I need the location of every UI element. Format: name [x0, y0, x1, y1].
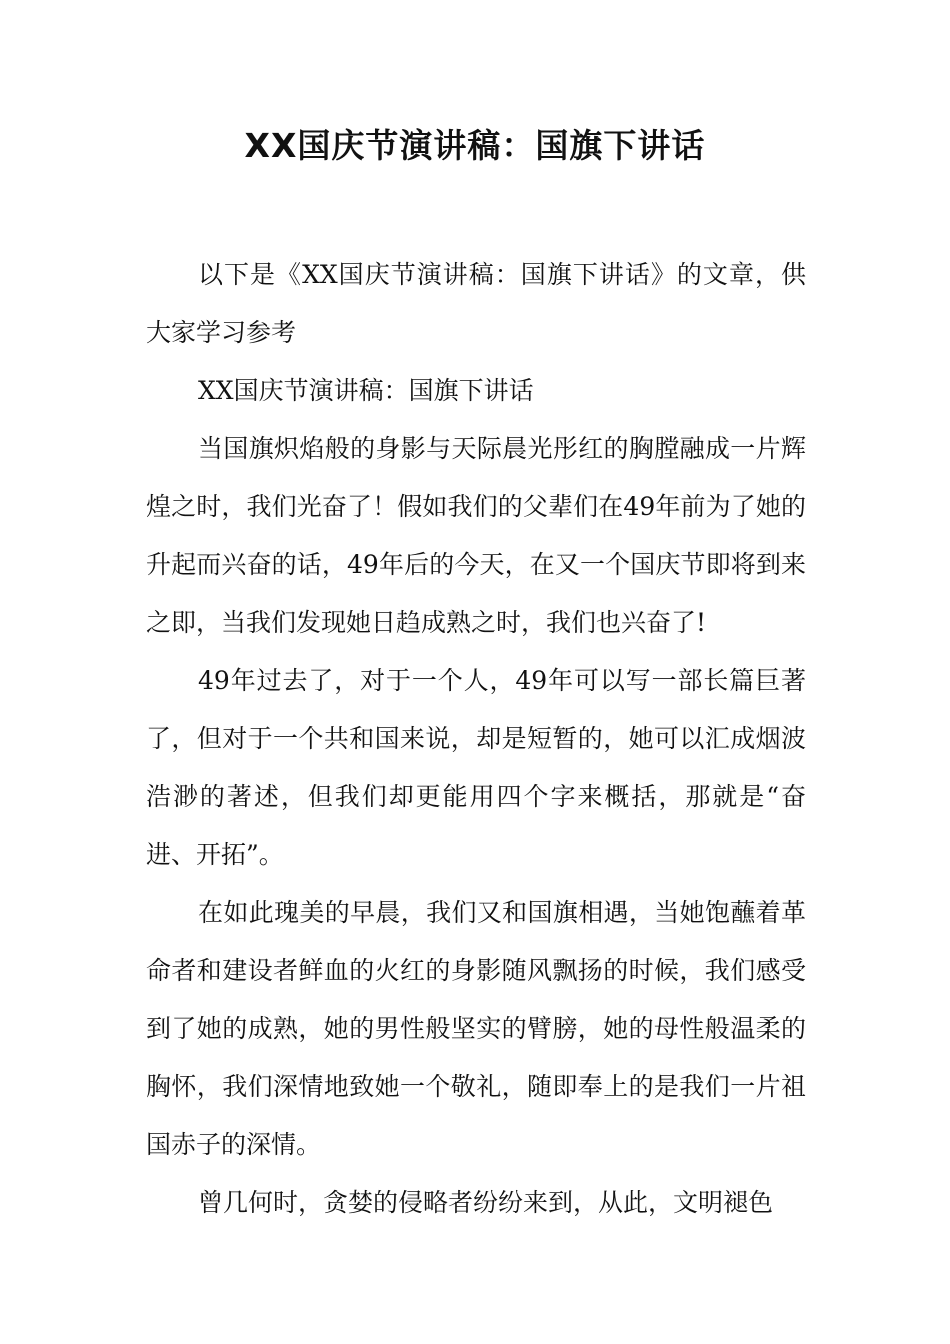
intro-paragraph: 以下是《XX国庆节演讲稿：国旗下讲话》的文章，供大家学习参考 [146, 260, 806, 347]
body-paragraph: 在如此瑰美的早晨，我们又和国旗相遇，当她饱蘸着革命者和建设者鲜血的火红的身影随风飘扬的时候，我们感受到了她的成熟，她的男性般坚实的臂膀，她的母性般温柔的胸怀，我们深情地致她一个敬礼，随即奉上的是我们一片祖国赤子的深情。 [146, 898, 806, 1159]
document-title: XX国庆节演讲稿：国旗下讲话 [244, 126, 706, 165]
subtitle-paragraph: XX国庆节演讲稿：国旗下讲话 [198, 376, 534, 405]
document-body [146, 246, 806, 1232]
body-paragraph: 当国旗炽焰般的身影与天际晨光彤红的胸膛融成一片辉煌之时，我们光奋了！假如我们的父辈们在49年前为了她的升起而兴奋的话，49年后的今天，在又一个国庆节即将到来之即，当我们发现她日趋成熟之时，我们也兴奋了! [146, 434, 806, 637]
body-paragraph: 曾几何时，贪婪的侵略者纷纷来到，从此，文明褪色 [198, 1188, 774, 1217]
body-paragraph: 49年过去了，对于一个人，49年可以写一部长篇巨著了，但对于一个共和国来说，却是短暂的，她可以汇成烟波浩渺的著述，但我们却更能用四个字来概括，那就是“奋进、开拓”。 [146, 666, 806, 869]
